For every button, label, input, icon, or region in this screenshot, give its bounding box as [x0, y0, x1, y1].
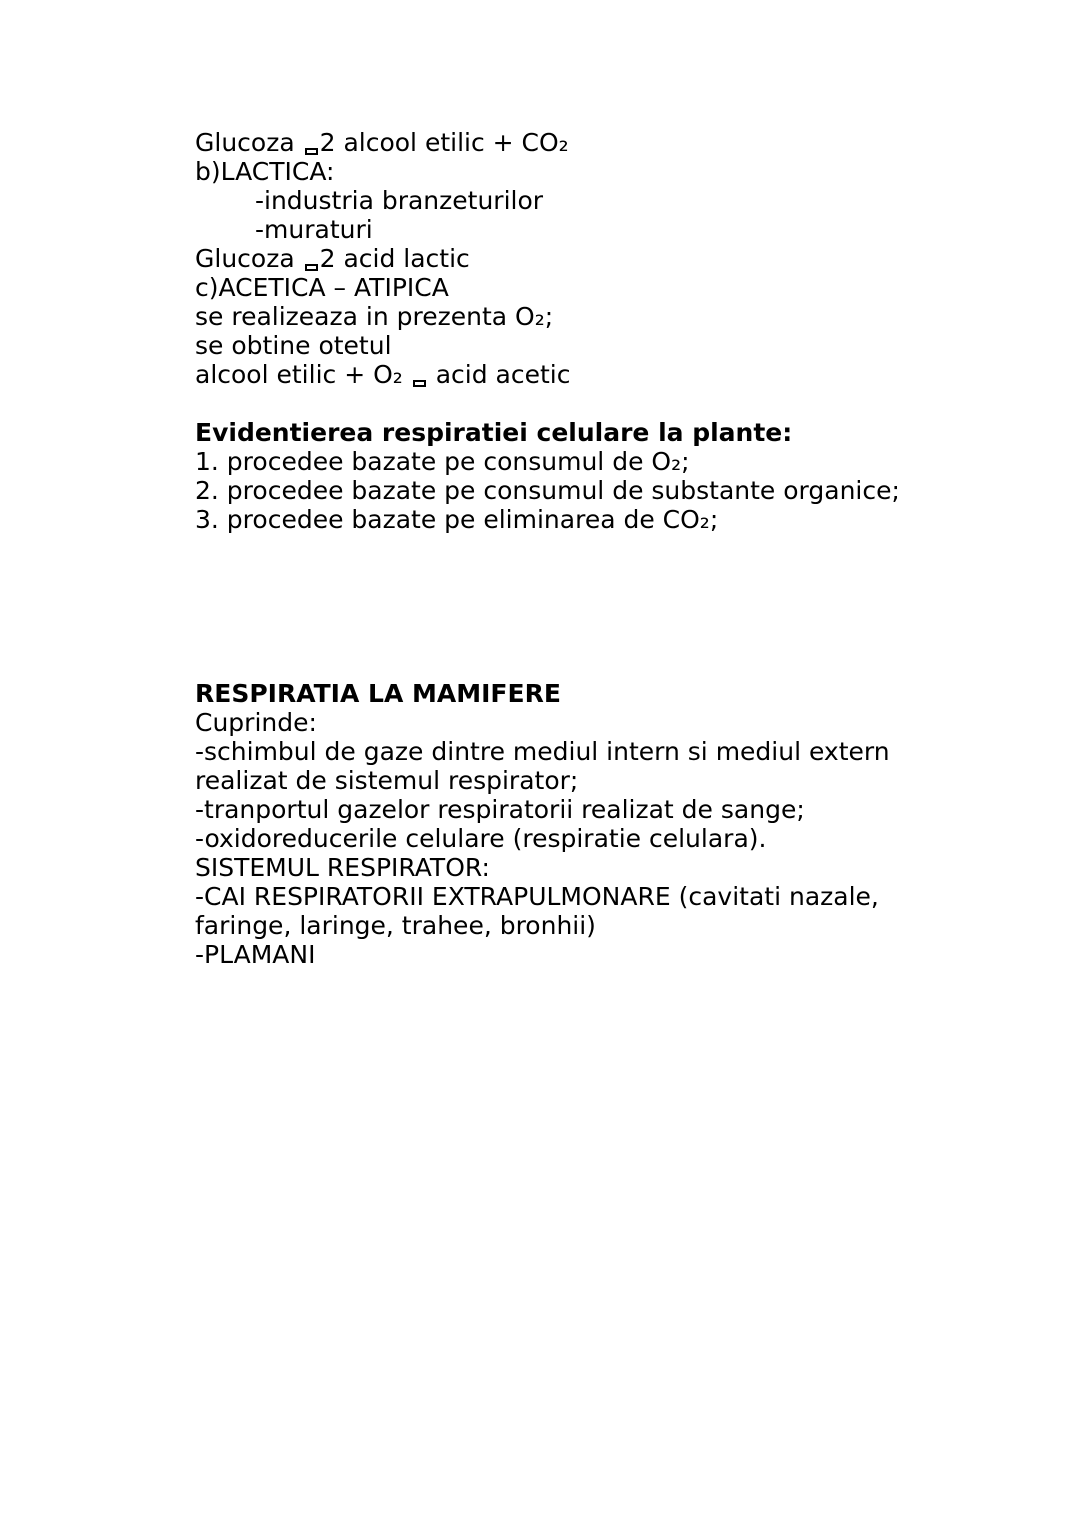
numbered-list-item: 2. procedee bazate pe consumul de substante organice; [195, 476, 900, 505]
text-line: c)ACETICA – ATIPICA [195, 273, 449, 302]
equation-line: Glucoza 2 acid lactic [195, 244, 470, 273]
text-line: b)LACTICA: [195, 157, 335, 186]
text-line: SISTEMUL RESPIRATOR: [195, 853, 490, 882]
blank-line [195, 621, 1020, 650]
blank-line [195, 389, 1020, 418]
text-line: -oxidoreducerile celulare (respiratie celulara). [195, 824, 767, 853]
numbered-list-item: 1. procedee bazate pe consumul de O₂; [195, 447, 690, 476]
text-line: faringe, laringe, trahee, bronhii) [195, 911, 596, 940]
text-line: -industria branzeturilor [255, 186, 544, 215]
blank-line [195, 592, 1020, 621]
missing-glyph-box-icon [305, 148, 318, 155]
text-line: -muraturi [255, 215, 373, 244]
equation-line: Glucoza 2 alcool etilic + CO₂ [195, 128, 569, 157]
blank-line [195, 563, 1020, 592]
text-line: Cuprinde: [195, 708, 317, 737]
section-heading: Evidentierea respiratiei celulare la plante: [195, 418, 793, 447]
equation-line: alcool etilic + O₂ acid acetic [195, 360, 571, 389]
text-line: -schimbul de gaze dintre mediul intern si mediul extern [195, 737, 890, 766]
numbered-list-item: 3. procedee bazate pe eliminarea de CO₂; [195, 505, 719, 534]
blank-line [195, 650, 1020, 679]
blank-line [195, 534, 1020, 563]
text-line: -PLAMANI [195, 940, 316, 969]
missing-glyph-box-icon [305, 264, 318, 271]
text-line: se realizeaza in prezenta O₂; [195, 302, 554, 331]
section-heading: RESPIRATIA LA MAMIFERE [195, 679, 561, 708]
text-line: se obtine otetul [195, 331, 392, 360]
text-line: realizat de sistemul respirator; [195, 766, 579, 795]
missing-glyph-box-icon [413, 380, 426, 387]
text-line: -tranportul gazelor respiratorii realizat de sange; [195, 795, 805, 824]
text-line: -CAI RESPIRATORII EXTRAPULMONARE (cavitati nazale, [195, 882, 879, 911]
document-body [195, 128, 1020, 969]
